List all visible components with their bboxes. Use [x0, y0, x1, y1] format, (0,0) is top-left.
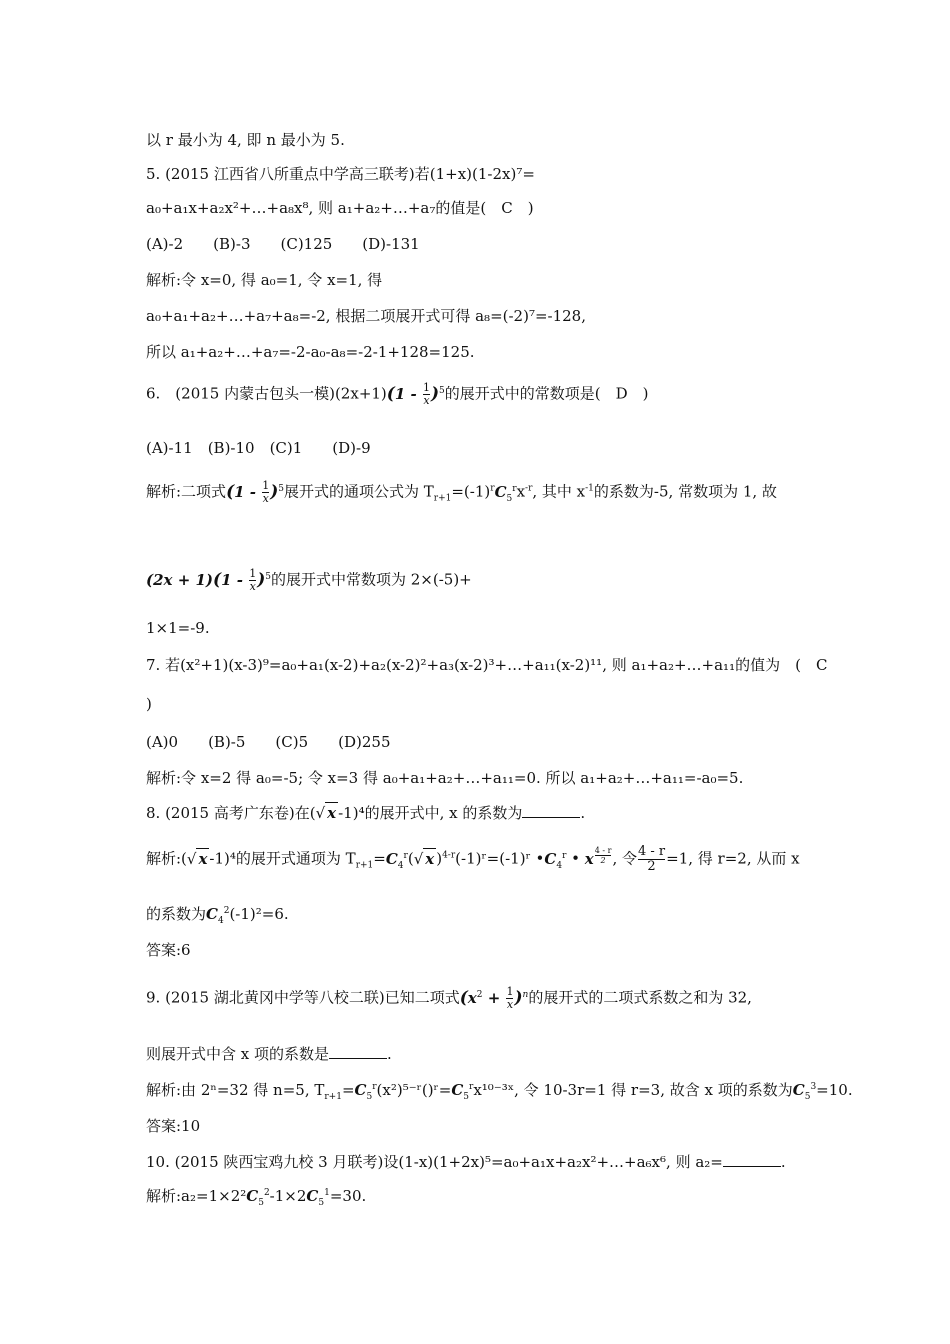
- math-expression: $C_5^3$: [792, 1081, 817, 1102]
- line-text: ): [146, 695, 152, 713]
- line-text: 的系数为-5, 常数项为 1, 故: [593, 482, 777, 501]
- line-text: -1)⁴的展开式中, x 的系数为: [338, 804, 523, 822]
- line-text: 1×1=-9.: [146, 619, 210, 637]
- problem-8-title: 8. (2015 高考广东卷)在(√ x -1)⁴的展开式中, x 的系数为 .: [146, 804, 586, 822]
- line-text: x: [516, 482, 526, 501]
- problem-9-title: 则展开式中含 x 项的系数是 .: [146, 1045, 392, 1063]
- problem-5-title: [146, 164, 535, 184]
- problem-6-options: [146, 438, 371, 458]
- line-text: (A)-11 (B)-10 (C)1 (D)-9: [146, 439, 371, 457]
- line-text: 解析:二项式: [146, 482, 227, 501]
- problem-8-solution: [146, 904, 289, 924]
- line-text: =(-1): [451, 482, 491, 501]
- line-text: 解析:由 2ⁿ=32 得 n=5, T: [146, 1081, 325, 1099]
- line-text: -1×2: [269, 1187, 307, 1205]
- line-text: x¹⁰⁻³ˣ, 令 10-3r=1 得 r=3, 故含 x 项的系数为: [473, 1081, 793, 1099]
- line-text: (A)0 (B)-5 (C)5 (D)255: [146, 733, 391, 751]
- line-text: a₀+a₁+a₂+…+a₇+a₈=-2, 根据二项展开式可得 a₈=(-2)⁷=-128,: [146, 307, 586, 325]
- math-expression: $C_5^r$: [451, 1081, 474, 1102]
- problem-6-solution: [146, 568, 472, 593]
- line-text: 所以 a₁+a₂+…+a₇=-2-a₀-a₈=-2-1+128=125.: [146, 343, 475, 361]
- line-text: (-1)ʳ=(-1)ʳ •: [455, 849, 545, 868]
- line-text: 10. (2015 陕西宝鸡九校 3 月联考)设(1-x)(1+2x)⁵=a₀+a₁x+a₂x²+…+a₆x⁶, 则 a₂=: [146, 1153, 723, 1171]
- line-text: 9. (2015 湖北黄冈中学等八校二联)已知二项式: [146, 988, 460, 1007]
- math-expression: (1 - $\frac{1}{x}$ )$^5$: [226, 479, 284, 505]
- answer-blank[interactable]: [723, 1152, 781, 1167]
- problem-9-answer: [146, 1116, 200, 1136]
- math-expression: x $^{\frac{4 - r}{2}}$: [584, 845, 612, 868]
- problem-7-options: [146, 732, 391, 752]
- math-expression: $C_4^2$: [206, 905, 230, 926]
- line-text: 解析:令 x=0, 得 a₀=1, 令 x=1, 得: [146, 271, 383, 289]
- line-text: 展开式的通项公式为 T: [284, 482, 434, 501]
- line-text: , 其中 x: [532, 482, 586, 501]
- problem-5-solution: [146, 270, 382, 290]
- math-expression: (2x + 1)(1 - $\frac{1}{x}$ )$^5$: [146, 567, 271, 593]
- problem-7-solution: [146, 768, 743, 788]
- line-text: 的展开式中常数项为 2×(-5)+: [270, 570, 472, 589]
- problem-8-answer: [146, 940, 191, 960]
- problem-5-solution: [146, 306, 586, 326]
- line-text: 8. (2015 高考广东卷)在(: [146, 804, 316, 822]
- problem-5-solution: [146, 342, 475, 362]
- line-text: 7. 若(x²+1)(x-3)⁹=a₀+a₁(x-2)+a₂(x-2)²+a₃(x-2)³+…+a₁₁(x-2)¹¹, 则 a₁+a₂+…+a₁₁的值为 ( C: [146, 656, 828, 674]
- line-text: 解析:令 x=2 得 a₀=-5; 令 x=3 得 a₀+a₁+a₂+…+a₁₁=0. 所以 a₁+a₂+…+a₁₁=-a₀=5.: [146, 769, 744, 787]
- line-text: =10.: [816, 1081, 853, 1099]
- problem-9-solution: 解析:由 2ⁿ=32 得 n=5, $T_{r+1}=C_5^r(x^2)^{5-}ʳ()ʳ=C_5^rx^{10-3}ˣ$, 令 10-3r=1 得 r=3, 故含 x 项的系数为$C_5^3=10$.: [146, 1081, 853, 1102]
- line-text: 则展开式中含 x 项的系数是: [146, 1045, 329, 1063]
- line-text: (-1)²=6.: [229, 905, 289, 923]
- sqrt-expression: √ x: [315, 804, 337, 822]
- math-expression: $C_5^2$: [246, 1187, 270, 1208]
- line-text: 6. (2015 内蒙古包头一模)(2x+1): [146, 384, 387, 403]
- line-text: , 令: [612, 849, 637, 868]
- problem-6-solution: 解析:二项式(1 - $\frac{1}{x}$ )$^5$展开式的通项公式为 $T_{r+1}=(-1)^rC_5^rx^{-r}$, 其中 $x^{-1}$的系数为-5, 常数项为 1, 故: [146, 479, 777, 505]
- sqrt-expression: √ x: [413, 849, 435, 868]
- line-text: a₀+a₁x+a₂x²+…+a₈x⁸, 则 a₁+a₂+…+a₇的值是( C ): [146, 199, 534, 217]
- line-text: =1, 得 r=2, 从而 x: [666, 849, 800, 868]
- line-text: 的展开式的二项式系数之和为 32,: [528, 988, 752, 1007]
- line-text: -1)⁴的展开式通项为 T: [209, 849, 356, 868]
- math-expression: $C_5^r$: [354, 1081, 377, 1102]
- line-text: 解析:a₂=1×2²: [146, 1187, 247, 1205]
- line-text: 的系数为: [146, 905, 207, 923]
- problem-9-title: [146, 986, 752, 1011]
- problem-6-title: [146, 382, 648, 407]
- math-expression: (1 - $\frac{1}{x}$ )$^5$: [386, 381, 445, 407]
- problem-5-statement: [146, 198, 534, 218]
- fraction: $\frac{4 - r}{2}$: [637, 844, 666, 874]
- line-text: 答案:6: [146, 941, 191, 959]
- line-text: 答案:10: [146, 1117, 201, 1135]
- answer-blank[interactable]: [329, 1044, 387, 1059]
- problem-6-solution: [146, 618, 210, 638]
- math-expression: $C_4^r$: [385, 849, 408, 871]
- problem-7-title: [146, 694, 152, 714]
- answer-blank[interactable]: [522, 803, 580, 818]
- text-line: [146, 130, 345, 150]
- line-text: 以 r 最小为 4, 即 n 最小为 5.: [146, 131, 345, 149]
- line-text: 解析:(: [146, 849, 187, 868]
- problem-5-options: [146, 234, 420, 254]
- math-expression: $C_5^1$: [306, 1187, 330, 1208]
- problem-10-title: 10. (2015 陕西宝鸡九校 3 月联考)设(1-x)(1+2x)⁵=a₀+a₁x+a₂x²+…+a₆x⁶, 则 a₂= .: [146, 1153, 786, 1171]
- line-text: (A)-2 (B)-3 (C)125 (D)-131: [146, 235, 420, 253]
- math-expression: ($x^2$ + $\frac{1}{x}$ )$^n$: [459, 985, 529, 1011]
- problem-10-solution: [146, 1186, 366, 1206]
- problem-7-title: [146, 655, 827, 675]
- line-text: (x²)⁵⁻ʳ()ʳ=: [376, 1081, 452, 1099]
- line-text: =30.: [329, 1187, 367, 1205]
- math-expression: $C_5^r$: [494, 482, 517, 504]
- sqrt-expression: √ x: [186, 849, 208, 868]
- line-text: 5. (2015 江西省八所重点中学高三联考)若(1+x)(1-2x)⁷=: [146, 165, 535, 183]
- math-expression: $C_4^r$: [544, 849, 567, 871]
- line-text: 的展开式中的常数项是( D ): [444, 384, 649, 403]
- problem-8-solution: 解析:(√ x -1)⁴的展开式通项为 $T_{r+1}=C_4^r(√$ x )$^{4-r}$(-1)ʳ=(-1)ʳ $•C_4^r$ • x $^{\frac{4 - r}{2}}$ , 令 $\frac{4 - r}{2}$ =1, 得 r=2, 从而 x: [146, 844, 800, 874]
